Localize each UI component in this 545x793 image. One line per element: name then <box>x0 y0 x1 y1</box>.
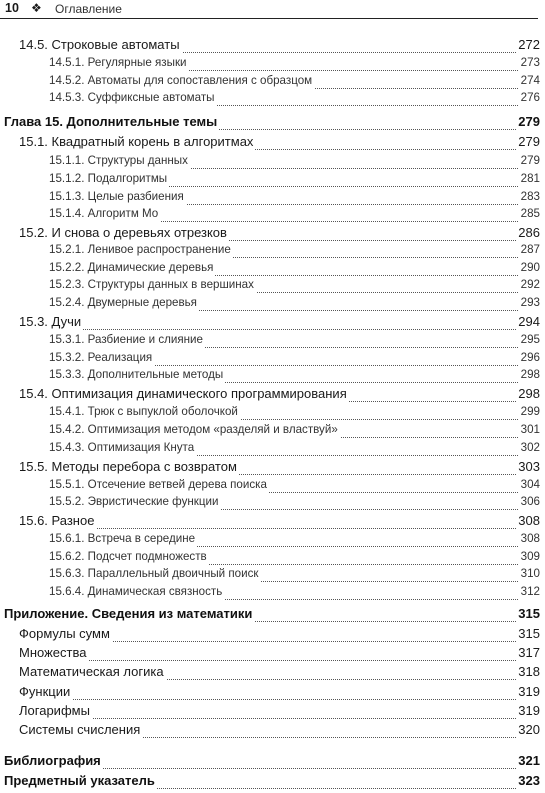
toc-entry-page: 276 <box>519 89 540 107</box>
toc-entry-page: 299 <box>519 403 540 421</box>
toc-entry-section[interactable] <box>0 36 545 54</box>
toc-entry-chapter[interactable] <box>0 605 545 623</box>
toc-entry-sub[interactable] <box>0 241 545 259</box>
toc-entry-sub[interactable] <box>0 89 545 107</box>
dot-leader <box>19 702 540 719</box>
toc-entry-sub[interactable] <box>0 259 545 277</box>
toc-entry-page: 285 <box>519 205 540 223</box>
toc-entry-label: 15.3.2. Реализация <box>49 349 154 367</box>
toc-entry-sub[interactable] <box>0 276 545 294</box>
toc-entry-label: 14.5.2. Автоматы для сопоставления с образцом <box>49 72 314 90</box>
toc-entry-label: 15.2.4. Двумерные деревья <box>49 294 199 312</box>
toc-entry-page: 317 <box>518 645 540 660</box>
toc-entry-sub[interactable] <box>0 565 545 583</box>
toc-entry-page: 308 <box>519 530 540 548</box>
toc-entry-page: 293 <box>519 294 540 312</box>
toc-entry-label: 15.1.3. Целые разбиения <box>49 188 186 206</box>
toc-entry-label: 15.4. Оптимизация динамического программирования <box>19 386 347 401</box>
toc-entry-label: 15.5.1. Отсечение ветвей дерева поиска <box>49 476 269 494</box>
toc-entry-sub[interactable] <box>0 331 545 349</box>
toc-entry-label: 14.5. Строковые автоматы <box>19 37 180 52</box>
toc-entry-page: 303 <box>518 459 540 474</box>
toc-entry-page: 304 <box>519 476 540 494</box>
toc-entry-page: 279 <box>519 152 540 170</box>
page-number: 10 <box>5 1 19 15</box>
toc-entry-page: 318 <box>518 664 540 679</box>
toc-entry-sub[interactable] <box>0 548 545 566</box>
toc-entry-sub[interactable] <box>0 583 545 601</box>
toc-entry-chapter[interactable] <box>0 772 545 790</box>
toc-entry-label: 14.5.1. Регулярные языки <box>49 54 189 72</box>
toc-entry-page: 319 <box>518 684 540 699</box>
toc-entry-page: 290 <box>519 259 540 277</box>
dot-leader <box>19 644 540 661</box>
toc-entry-label: 15.4.3. Оптимизация Кнута <box>49 439 196 457</box>
toc-entry-section[interactable] <box>0 683 545 701</box>
toc-entry-page: 281 <box>519 170 540 188</box>
toc-entry-page: 283 <box>519 188 540 206</box>
toc-entry-sub[interactable] <box>0 294 545 312</box>
ornament-icon: ❖ <box>31 1 42 15</box>
toc-entry-sub[interactable] <box>0 72 545 90</box>
toc-entry-label: 15.1.4. Алгоритм Мо <box>49 205 160 223</box>
toc-entry-page: 292 <box>519 276 540 294</box>
toc-entry-sub[interactable] <box>0 188 545 206</box>
toc-entry-page: 295 <box>519 331 540 349</box>
dot-leader <box>19 683 540 700</box>
toc-entry-label: 15.2.1. Ленивое распространение <box>49 241 233 259</box>
toc-entry-sub[interactable] <box>0 54 545 72</box>
toc-entry-section[interactable] <box>0 663 545 681</box>
running-title: Оглавление <box>55 2 122 16</box>
toc-entry-label: 15.2. И снова о деревьях отрезков <box>19 225 227 240</box>
toc-entry-section[interactable] <box>0 702 545 720</box>
toc-entry-page: 310 <box>519 565 540 583</box>
toc-entry-page: 306 <box>519 493 540 511</box>
toc-entry-section[interactable] <box>0 224 545 242</box>
toc-entry-sub[interactable] <box>0 530 545 548</box>
toc-entry-label: Математическая логика <box>19 664 164 679</box>
header-rule <box>0 18 538 19</box>
toc-entry-label: Множества <box>19 645 87 660</box>
toc-entry-label: Приложение. Сведения из математики <box>4 606 253 621</box>
toc-entry-label: 15.4.1. Трюк с выпуклой оболочкой <box>49 403 240 421</box>
toc-entry-section[interactable] <box>0 625 545 643</box>
toc-entry-page: 302 <box>519 439 540 457</box>
toc-entry-label: Системы счисления <box>19 722 141 737</box>
toc-entry-page: 298 <box>518 386 540 401</box>
toc-entry-label: 15.3.3. Дополнительные методы <box>49 366 225 384</box>
toc-entry-page: 279 <box>518 114 540 129</box>
toc-entry-label: Логарифмы <box>19 703 90 718</box>
toc-entry-label: 15.6. Разное <box>19 513 95 528</box>
toc-entry-label: 14.5.3. Суффиксные автоматы <box>49 89 216 107</box>
toc-entry-sub[interactable] <box>0 403 545 421</box>
toc-entry-label: Предметный указатель <box>4 773 155 788</box>
toc-entry-label: 15.1.2. Подалгоритмы <box>49 170 169 188</box>
toc-entry-label: 15.3.1. Разбиение и слияние <box>49 331 205 349</box>
toc-entry-sub[interactable] <box>0 493 545 511</box>
toc-entry-section[interactable] <box>0 512 545 530</box>
toc-entry-page: 298 <box>519 366 540 384</box>
toc-entry-section[interactable] <box>0 313 545 331</box>
toc-entry-label: 15.1.1. Структуры данных <box>49 152 190 170</box>
toc-entry-label: 15.3. Дучи <box>19 314 82 329</box>
dot-leader <box>19 313 540 330</box>
toc-entry-sub[interactable] <box>0 421 545 439</box>
toc-entry-page: 279 <box>518 134 540 149</box>
toc-entry-page: 312 <box>519 583 540 601</box>
toc-entry-section[interactable] <box>0 644 545 662</box>
toc-entry-sub[interactable] <box>0 205 545 223</box>
toc-entry-label: 15.4.2. Оптимизация методом «разделяй и властвуй» <box>49 421 340 439</box>
toc-entry-label: Формулы сумм <box>19 626 110 641</box>
toc-entry-label: 15.6.1. Встреча в середине <box>49 530 197 548</box>
toc-entry-sub[interactable] <box>0 349 545 367</box>
toc-entry-label: 15.6.3. Параллельный двоичный поиск <box>49 565 260 583</box>
toc-entry-label: 15.5. Методы перебора с возвратом <box>19 459 237 474</box>
toc-entry-section[interactable] <box>0 385 545 403</box>
toc-entry-label: 15.5.2. Эвристические функции <box>49 493 220 511</box>
toc-entry-sub[interactable] <box>0 170 545 188</box>
page-header <box>0 0 545 20</box>
dot-leader <box>19 512 540 529</box>
toc-entry-page: 319 <box>518 703 540 718</box>
toc-entry-page: 308 <box>518 513 540 528</box>
toc-entry-chapter[interactable] <box>0 752 545 770</box>
toc-entry-page: 315 <box>518 626 540 641</box>
toc-entry-sub[interactable] <box>0 366 545 384</box>
toc-entry-page: 323 <box>518 773 540 788</box>
toc-entry-label: 15.2.2. Динамические деревья <box>49 259 215 277</box>
toc-entry-page: 286 <box>518 225 540 240</box>
toc-entry-page: 274 <box>519 72 540 90</box>
toc-entry-page: 301 <box>519 421 540 439</box>
toc-entry-section[interactable] <box>0 133 545 151</box>
toc-entry-label: 15.2.3. Структуры данных в вершинах <box>49 276 256 294</box>
toc-entry-label: 15.1. Квадратный корень в алгоритмах <box>19 134 254 149</box>
toc-entry-page: 272 <box>518 37 540 52</box>
toc-entry-label: Функции <box>19 684 71 699</box>
toc-entry-page: 287 <box>519 241 540 259</box>
toc-entry-label: Библиография <box>4 753 101 768</box>
toc-entry-sub[interactable] <box>0 152 545 170</box>
toc-entry-section[interactable] <box>0 721 545 739</box>
toc-entry-label: 15.6.2. Подсчет подмножеств <box>49 548 209 566</box>
toc-entry-label: Глава 15. Дополнительные темы <box>4 114 218 129</box>
toc-entry-page: 309 <box>519 548 540 566</box>
toc-entry-label: 15.6.4. Динамическая связность <box>49 583 224 601</box>
toc-entry-page: 320 <box>518 722 540 737</box>
toc-entry-page: 273 <box>519 54 540 72</box>
toc-entry-sub[interactable] <box>0 476 545 494</box>
toc-entry-page: 315 <box>518 606 540 621</box>
toc-entry-sub[interactable] <box>0 439 545 457</box>
toc-entry-section[interactable] <box>0 458 545 476</box>
toc-entry-page: 321 <box>518 753 540 768</box>
toc-entry-chapter[interactable] <box>0 113 545 131</box>
toc-entry-page: 296 <box>519 349 540 367</box>
toc-entry-page: 294 <box>518 314 540 329</box>
